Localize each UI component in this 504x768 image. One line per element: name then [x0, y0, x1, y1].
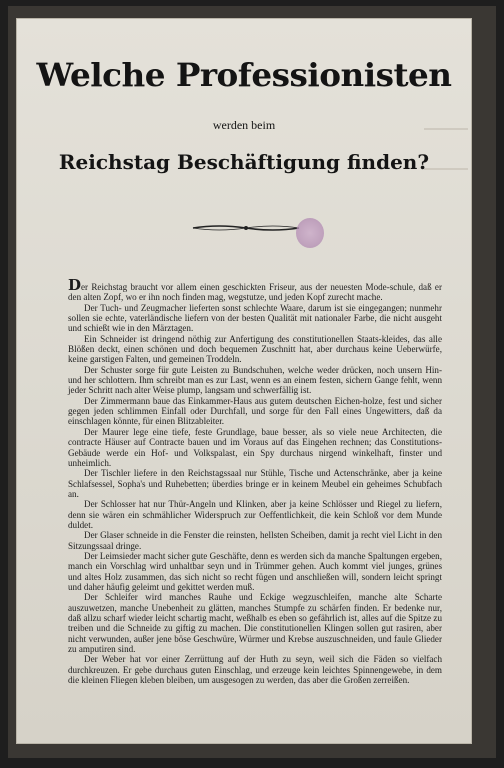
paragraph: Der Leimsieder macht sicher gute Geschäfte, denn es werden sich da manche Spaltungen ergeben, manch ein Vorschlag wird unhaltbar seyn und in Trümmer gehen. Auch kommt viel junges, grünes und altes Holz zusammen, das sich nicht so recht fügen und anschließen will, sondern leicht springt und daher häufig geleimt und gekittet werden muß. [68, 550, 442, 592]
paragraph: Ein Schneider ist dringend nöthig zur Anfertigung des constitutionellen Staats-kleides, das alle Blößen deckt, einen schönen und doch bequemen Zuschnitt hat, aber durchaus keine Ueberwürfe, keine garstigen Falten, und gemeinen Troddeln. [68, 333, 442, 365]
paragraph: Der Glaser schneide in die Fenster die reinsten, hellsten Scheiben, damit ja recht viel Licht in den Sitzungssaal dringe. [68, 530, 442, 551]
paragraph: Der Schleifer wird manches Rauhe und Eckige wegzuschleifen, manche alte Scharte auszuwetzen, manche Unebenheit zu glätten, manches Stumpfe zu schärfen finden. Er bedenke nur, daß allzu scharf wieder leicht schartig macht, weßhalb es eben so gefährlich ist, alles auf die Spitze zu treiben und die Schneide zu giftig zu machen. Die constitutionellen Klingen sollen gut rasiren, aber nicht verwunden, außer jene böse Geschwüre, Würmer und Krebse auszuschneiden, und faule Glieder zu amputiren sind. [68, 592, 442, 655]
paragraph [68, 276, 442, 303]
paragraph: Der Weber hat vor einer Zerrüttung auf der Huth zu seyn, weil sich die Fäden so vielfach durchkreuzen. Er gebe durchaus guten Einschlag, und erzeuge kein leichtes Spinnengewebe, in dem die kleinen Fliegen kleben bleiben, um ausgesogen zu werden, das aber die Großen zerreißen. [68, 654, 442, 686]
broadside-sheet [16, 18, 472, 744]
paragraph: Der Tuch- und Zeugmacher lieferten sonst schlechte Waare, darum ist sie eingegangen; nunmehr sollen sie echte, vaterländische liefern von der besten Qualität mit nationaler Farbe, die nicht ausgeht und schießt wie in den Märztagen. [68, 302, 442, 334]
paragraph-text: er Reichstag braucht vor allem einen geschickten Friseur, aus der neuesten Mode-schule, daß er den alten Zopf, wo er ihn noch finden mag, wegstutze, und jeden Kopf zurecht mache. [68, 282, 442, 303]
drop-capital: D [68, 276, 82, 294]
paragraph: Der Zimmermann baue das Einkammer-Haus aus gutem deutschen Eichen-holze, fest und sicher gegen jeden schlimmen Einfall oder Durchfall, und sorge für den Fall eines Ungewitters, daß da einschlagen könnte, für einen Blitzableiter. [68, 395, 442, 427]
paragraph: Der Maurer lege eine tiefe, feste Grundlage, baue besser, als so viele neue Architecten, die contracte Häuser auf Contracte bauen und im Voraus auf das Eingehen rechnen; das Constitutions-Gebäude werde ein Hof- und Volkspalast, ein Spy durchaus nirgend winkelhaft, finster und unheimlich. [68, 426, 442, 468]
body-text [68, 276, 442, 686]
page-title: Welche Professionisten [36, 56, 452, 94]
paragraph: Der Tischler liefere in den Reichstagssaal nur Stühle, Tische und Actenschränke, aber ja keine Schlafsessel, Sopha's und Ruhebetten; überdies bringe er in keinem Meubel ein geheimes Schubfach an. [68, 468, 442, 499]
ornament-divider [191, 221, 301, 235]
page-subtitle: werden beim [212, 118, 276, 132]
paragraph: Der Schuster sorge für gute Leisten zu Bundschuhen, welche weder drücken, noch unsern Hin- und her schlottern. Ihm schreibt man es zur Last, wenn es an einem festen, sichern Gange fehlt, wenn jeder Schritt nach alter Weise plump, langsam und schwerfällig ist. [68, 364, 442, 396]
paragraph: Der Schlosser hat nur Thür-Angeln und Klinken, aber ja keine Schlösser und Riegel zu liefern, denn sie wären ein schmählicher Widerspruch zur Oeffentlichkeit, die kein Schloß vor dem Munde duldet. [68, 499, 442, 530]
library-stamp [296, 218, 324, 248]
page-subtitle-question: Reichstag Beschäftigung finden? [58, 150, 430, 174]
